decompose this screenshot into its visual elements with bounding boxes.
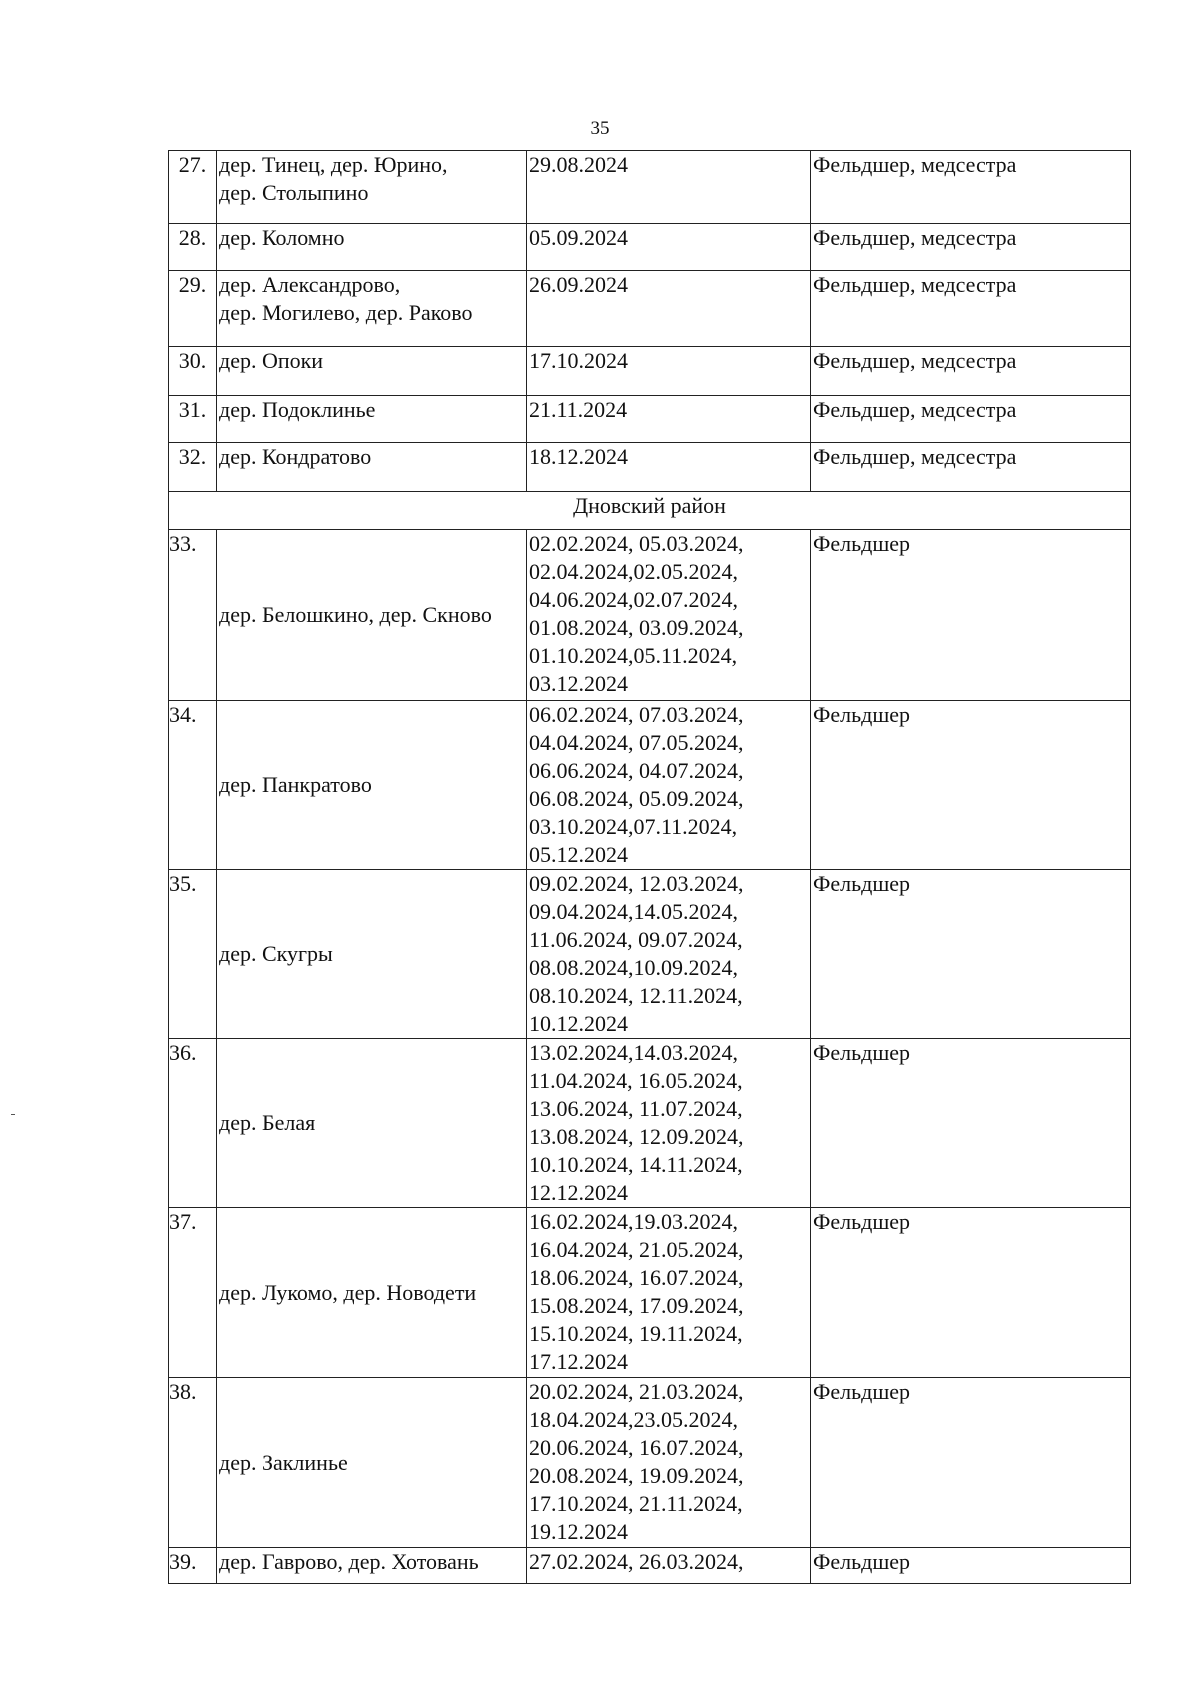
- staff-cell: Фельдшер: [811, 1548, 1131, 1584]
- staff-cell: Фельдшер: [811, 701, 1131, 870]
- settlement-cell: [217, 151, 527, 224]
- date-line: 13.02.2024,14.03.2024,: [529, 1040, 738, 1065]
- settlement-line: дер. Столыпино: [219, 180, 369, 205]
- date-line: 17.12.2024: [529, 1349, 628, 1374]
- dates-cell: [527, 151, 811, 224]
- date-line: 01.08.2024, 03.09.2024,: [529, 615, 744, 640]
- staff-cell: Фельдшер: [811, 1039, 1131, 1208]
- settlement-line: дер. Скугры: [219, 941, 333, 966]
- page-number: 35: [590, 118, 610, 139]
- row-number: 31.: [169, 396, 217, 443]
- table-row: [169, 870, 1131, 1039]
- table-row: [169, 530, 1131, 701]
- date-line: 06.08.2024, 05.09.2024,: [529, 786, 744, 811]
- table-row: [169, 701, 1131, 870]
- date-line: 10.12.2024: [529, 1011, 628, 1036]
- settlement-cell: [217, 347, 527, 396]
- schedule-table: [168, 150, 1131, 1584]
- settlement-line: дер. Белошкино, дер. Скново: [219, 602, 492, 627]
- date-line: 08.08.2024,10.09.2024,: [529, 955, 738, 980]
- date-line: 20.08.2024, 19.09.2024,: [529, 1463, 744, 1488]
- settlement-line: дер. Коломно: [219, 225, 345, 250]
- settlement-cell: [217, 443, 527, 492]
- staff-cell: Фельдшер: [811, 1378, 1131, 1548]
- date-line: 01.10.2024,05.11.2024,: [529, 643, 738, 668]
- settlement-line: дер. Тинец, дер. Юрино,: [219, 152, 448, 177]
- dates-cell: [527, 1039, 811, 1208]
- settlement-line: дер. Белая: [219, 1110, 316, 1135]
- row-number: 34.: [169, 701, 217, 870]
- settlement-line: дер. Александрово,: [219, 272, 401, 297]
- dates-cell: [527, 1548, 811, 1584]
- date-line: 02.02.2024, 05.03.2024,: [529, 531, 744, 556]
- row-number: 33.: [169, 530, 217, 701]
- date-line: 18.12.2024: [529, 444, 628, 469]
- table-row: [169, 224, 1131, 271]
- table-row: [169, 396, 1131, 443]
- row-number: 28.: [169, 224, 217, 271]
- row-number: 38.: [169, 1378, 217, 1548]
- row-number: 29.: [169, 271, 217, 347]
- settlement-cell: [217, 1039, 527, 1208]
- schedule-top-rows: [169, 151, 1131, 492]
- date-line: 04.04.2024, 07.05.2024,: [529, 730, 744, 755]
- row-number: 30.: [169, 347, 217, 396]
- date-line: 21.11.2024: [529, 397, 628, 422]
- dates-cell: [527, 271, 811, 347]
- table-row: [169, 1208, 1131, 1378]
- date-line: 20.06.2024, 16.07.2024,: [529, 1435, 744, 1460]
- table-row: [169, 347, 1131, 396]
- staff-cell: Фельдшер, медсестра: [811, 271, 1131, 347]
- date-line: 06.06.2024, 04.07.2024,: [529, 758, 744, 783]
- row-number: 39.: [169, 1548, 217, 1584]
- settlement-line: дер. Опоки: [219, 348, 324, 373]
- settlement-cell: [217, 271, 527, 347]
- district-heading: Дновский район: [169, 492, 1131, 530]
- date-line: 09.02.2024, 12.03.2024,: [529, 871, 744, 896]
- settlement-cell: [217, 530, 527, 701]
- settlement-line: дер. Подоклинье: [219, 397, 376, 422]
- scan-mark: [11, 1114, 15, 1115]
- table-row: [169, 443, 1131, 492]
- staff-cell: Фельдшер, медсестра: [811, 396, 1131, 443]
- date-line: 26.09.2024: [529, 272, 628, 297]
- date-line: 03.12.2024: [529, 671, 628, 696]
- settlement-cell: [217, 701, 527, 870]
- date-line: 13.06.2024, 11.07.2024,: [529, 1096, 743, 1121]
- date-line: 05.12.2024: [529, 842, 628, 867]
- date-line: 16.04.2024, 21.05.2024,: [529, 1237, 744, 1262]
- date-line: 06.02.2024, 07.03.2024,: [529, 702, 744, 727]
- dates-cell: [527, 347, 811, 396]
- settlement-line: дер. Кондратово: [219, 444, 372, 469]
- dates-cell: [527, 443, 811, 492]
- staff-cell: Фельдшер: [811, 870, 1131, 1039]
- district-section: [169, 492, 1131, 530]
- row-number: 32.: [169, 443, 217, 492]
- settlement-line: дер. Гаврово, дер. Хотовань: [219, 1549, 479, 1574]
- staff-cell: Фельдшер, медсестра: [811, 443, 1131, 492]
- date-line: 19.12.2024: [529, 1519, 628, 1544]
- settlement-cell: [217, 396, 527, 443]
- row-number: 27.: [169, 151, 217, 224]
- district-row: [169, 492, 1131, 530]
- date-line: 08.10.2024, 12.11.2024,: [529, 983, 743, 1008]
- settlement-cell: [217, 224, 527, 271]
- staff-cell: Фельдшер: [811, 530, 1131, 701]
- schedule-bottom-rows: [169, 530, 1131, 1584]
- date-line: 03.10.2024,07.11.2024,: [529, 814, 738, 839]
- settlement-cell: [217, 1548, 527, 1584]
- settlement-line: дер. Могилево, дер. Раково: [219, 300, 473, 325]
- date-line: 15.10.2024, 19.11.2024,: [529, 1321, 743, 1346]
- date-line: 02.04.2024,02.05.2024,: [529, 559, 738, 584]
- date-line: 15.08.2024, 17.09.2024,: [529, 1293, 744, 1318]
- staff-cell: Фельдшер, медсестра: [811, 224, 1131, 271]
- settlement-cell: [217, 1208, 527, 1378]
- date-line: 09.04.2024,14.05.2024,: [529, 899, 738, 924]
- table-row: [169, 151, 1131, 224]
- date-line: 17.10.2024, 21.11.2024,: [529, 1491, 743, 1516]
- row-number: 37.: [169, 1208, 217, 1378]
- table-row: [169, 271, 1131, 347]
- date-line: 13.08.2024, 12.09.2024,: [529, 1124, 744, 1149]
- date-line: 05.09.2024: [529, 225, 628, 250]
- settlement-cell: [217, 870, 527, 1039]
- dates-cell: [527, 224, 811, 271]
- table-row: [169, 1548, 1131, 1584]
- dates-cell: [527, 1208, 811, 1378]
- date-line: 29.08.2024: [529, 152, 628, 177]
- date-line: 18.06.2024, 16.07.2024,: [529, 1265, 744, 1290]
- staff-cell: Фельдшер: [811, 1208, 1131, 1378]
- date-line: 20.02.2024, 21.03.2024,: [529, 1379, 744, 1404]
- row-number: 35.: [169, 870, 217, 1039]
- settlement-cell: [217, 1378, 527, 1548]
- date-line: 04.06.2024,02.07.2024,: [529, 587, 738, 612]
- dates-cell: [527, 870, 811, 1039]
- staff-cell: Фельдшер, медсестра: [811, 151, 1131, 224]
- table-row: [169, 1039, 1131, 1208]
- date-line: 10.10.2024, 14.11.2024,: [529, 1152, 743, 1177]
- date-line: 16.02.2024,19.03.2024,: [529, 1209, 738, 1234]
- settlement-line: дер. Лукомо, дер. Новодети: [219, 1279, 477, 1305]
- dates-cell: [527, 1378, 811, 1548]
- date-line: 27.02.2024, 26.03.2024,: [529, 1549, 744, 1574]
- dates-cell: [527, 701, 811, 870]
- date-line: 11.06.2024, 09.07.2024,: [529, 927, 743, 952]
- staff-cell: Фельдшер, медсестра: [811, 347, 1131, 396]
- date-line: 12.12.2024: [529, 1180, 628, 1205]
- date-line: 17.10.2024: [529, 348, 628, 373]
- date-line: 18.04.2024,23.05.2024,: [529, 1407, 738, 1432]
- date-line: 11.04.2024, 16.05.2024,: [529, 1068, 743, 1093]
- row-number: 36.: [169, 1039, 217, 1208]
- table-row: [169, 1378, 1131, 1548]
- settlement-line: дер. Заклинье: [219, 1449, 348, 1475]
- dates-cell: [527, 396, 811, 443]
- dates-cell: [527, 530, 811, 701]
- settlement-line: дер. Панкратово: [219, 772, 372, 797]
